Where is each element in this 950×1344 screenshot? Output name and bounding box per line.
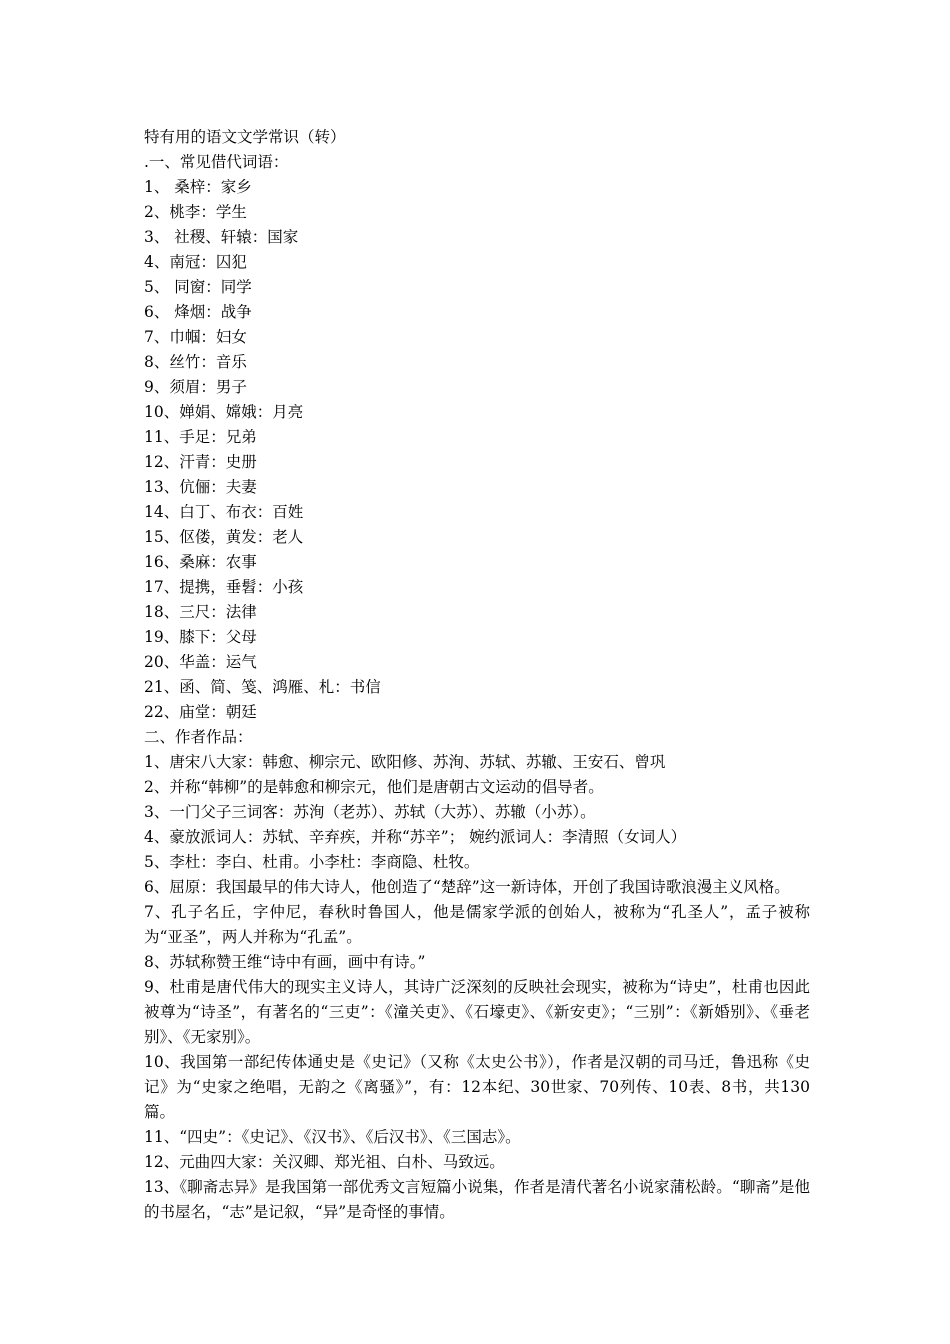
list-item: 20、华盖：运气 (144, 653, 257, 671)
list-item: 4、南冠：囚犯 (144, 253, 247, 271)
list-item: 10、婵娟、嫦娥：月亮 (144, 403, 304, 421)
borrowed-words-list (144, 175, 810, 725)
section-heading-borrowed-words: .一、常见借代词语： (144, 153, 289, 171)
list-item: 1、唐宋八大家：韩愈、柳宗元、欧阳修、苏洵、苏轼、苏辙、王安石、曾巩 (144, 753, 666, 771)
list-item: 1、 桑梓：家乡 (144, 178, 252, 196)
document-title: 特有用的语文文学常识（转） (144, 128, 346, 146)
list-item: 9、须眉：男子 (144, 378, 247, 396)
document-body (144, 125, 810, 1225)
list-item: 8、丝竹：音乐 (144, 353, 247, 371)
list-item: 13、伉俪：夫妻 (144, 478, 257, 496)
list-item: 17、提携，垂髫：小孩 (144, 578, 304, 596)
list-item: 12、元曲四大家：关汉卿、郑光祖、白朴、马致远。 (144, 1153, 505, 1171)
list-item: 8、苏轼称赞王维“诗中有画，画中有诗。” (144, 953, 426, 971)
list-item: 11、手足：兄弟 (144, 428, 257, 446)
list-item: 13、《聊斋志异》是我国第一部优秀文言短篇小说集，作者是清代著名小说家蒲松龄。“聊斋”是他的书屋名，“志”是记叙，“异”是奇怪的事情。 (144, 1178, 810, 1221)
list-item: 15、伛偻，黄发：老人 (144, 528, 304, 546)
list-item: 3、 社稷、轩辕：国家 (144, 228, 299, 246)
list-item: 4、豪放派词人：苏轼、辛弃疾，并称“苏辛”； 婉约派词人：李清照（女词人） (144, 828, 687, 846)
list-item: 7、巾帼：妇女 (144, 328, 247, 346)
list-item: 10、我国第一部纪传体通史是《史记》（又称《太史公书》），作者是汉朝的司马迁，鲁迅称《史记》为“史家之绝唱，无韵之《离骚》”，有：12本纪、30世家、70列传、10表、8书，共130篇。 (144, 1053, 810, 1121)
list-item: 2、并称“韩柳”的是韩愈和柳宗元，他们是唐朝古文运动的倡导者。 (144, 778, 604, 796)
list-item: 6、屈原：我国最早的伟大诗人，他创造了“楚辞”这一新诗体，开创了我国诗歌浪漫主义风格。 (144, 878, 790, 896)
list-item: 2、桃李：学生 (144, 203, 247, 221)
list-item: 12、汗青：史册 (144, 453, 257, 471)
list-item: 19、膝下：父母 (144, 628, 257, 646)
authors-works-list (144, 750, 810, 1225)
list-item: 18、三尺：法律 (144, 603, 257, 621)
list-item: 3、一门父子三词客：苏洵（老苏）、苏轼（大苏）、苏辙（小苏）。 (144, 803, 596, 821)
list-item: 21、函、简、笺、鸿雁、札：书信 (144, 678, 381, 696)
list-item: 5、 同窗：同学 (144, 278, 252, 296)
list-item: 11、“四史”：《史记》、《汉书》、《后汉书》、《三国志》。 (144, 1128, 521, 1146)
list-item: 14、白丁、布衣：百姓 (144, 503, 304, 521)
list-item: 6、 烽烟：战争 (144, 303, 252, 321)
list-item: 7、孔子名丘，字仲尼，春秋时鲁国人，他是儒家学派的创始人，被称为“孔圣人”，孟子被称为“亚圣”，两人并称为“孔孟”。 (144, 903, 810, 946)
list-item: 9、杜甫是唐代伟大的现实主义诗人，其诗广泛深刻的反映社会现实，被称为“诗史”，杜甫也因此被尊为“诗圣”，有著名的“三吏”：《潼关吏》、《石壕吏》、《新安吏》；“三别”：《新婚别》、《垂老别》、《无家别》。 (144, 978, 810, 1046)
list-item: 16、桑麻：农事 (144, 553, 257, 571)
section-heading-authors-works: 二、作者作品： (144, 728, 253, 746)
list-item: 5、李杜：李白、杜甫。小李杜：李商隐、杜牧。 (144, 853, 480, 871)
list-item: 22、庙堂：朝廷 (144, 703, 257, 721)
